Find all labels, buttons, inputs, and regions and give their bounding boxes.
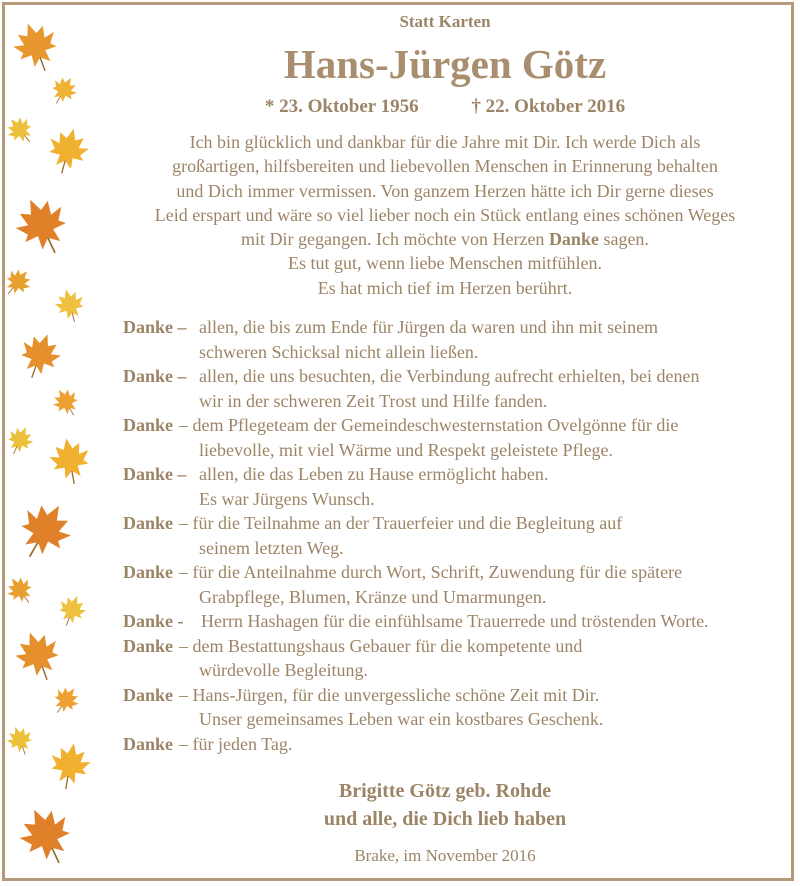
thanks-item [123,609,783,634]
thanks-text: – für jeden Tag. [179,733,293,754]
intro-line: und Dich immer vermissen. Von ganzem Herzen hätte ich Dir gerne dieses [176,180,714,201]
autumn-leaves-decoration [0,0,110,886]
leaf-icon [1,111,39,150]
death-date: † 22. Oktober 2016 [471,96,626,117]
leaf-icon [3,723,37,759]
thanks-item [123,315,783,364]
thanks-text: Es war Jürgens Wunsch. [199,488,375,509]
leaf-icon [7,16,65,78]
leaf-icon [48,384,85,422]
signature [105,777,785,833]
birth-date: * 23. Oktober 1956 [264,96,419,117]
deceased-name: Hans-Jürgen Götz [283,41,607,87]
thanks-list [123,315,783,756]
thanks-text: allen, die bis zum Ende für Jürgen da waren und ihn mit seinem [199,317,659,337]
thanks-label: Danke [123,415,174,435]
thanks-item [123,364,783,413]
leaf-icon [46,740,93,792]
thanks-text: würdevolle Begleitung. [199,660,368,680]
thanks-text: Herrn Hashagen für die einfühlsame Trauerrede und tröstenden Worte. [201,611,709,631]
thanks-text: – dem Pflegeteam der Gemeindeschwesternstation Ovelgönne für die [179,415,679,435]
leaf-icon [43,124,93,179]
intro-line: großartigen, hilfsbereiten und liebevollen Menschen in Erinnerung behalten [172,156,718,177]
thanks-text: Unser gemeinsames Leben war ein kostbares Geschenk. [199,709,604,729]
leaf-icon [52,286,89,326]
thanks-text: – für die Teilnahme an der Trauerfeier und die Begleitung auf [179,513,623,533]
place-date: Brake, im November 2016 [354,846,536,865]
leaf-icon [2,571,40,610]
thanks-item [123,413,783,462]
intro-line [105,227,785,251]
leaf-icon [2,422,37,459]
thanks-text: Grabpflege, Blumen, Kränze und Umarmungen. [199,586,547,607]
thanks-item [123,560,783,609]
thanks-text: – für die Anteilnahme durch Wort, Schrift, Zuwendung für die spätere [179,562,683,582]
thanks-label: Danke [123,513,174,533]
thanks-text: seinem letzten Weg. [199,537,344,558]
leaf-icon [9,625,67,687]
thanks-label: Danke [123,562,174,582]
leaf-icon [13,328,66,385]
thanks-text: allen, die das Leben zu Hause ermöglicht haben. [199,464,549,484]
thanks-text: allen, die uns besuchten, die Verbindung aufrecht erhielten, bei denen [199,366,700,386]
thanks-label: Danke – [123,317,187,337]
thanks-text: – Hans-Jürgen, für die unvergessliche schöne Zeit mit Dir. [179,684,600,705]
thanks-label: Danke – [123,464,187,484]
thanks-label: Danke – [123,366,187,386]
thanks-item [123,683,783,732]
intro-line-part: sagen. [603,229,649,250]
intro-line: Ich bin glücklich und dankbar für die Jahre mit Dir. Ich werde Dich als [189,132,701,152]
signature-family: und alle, die Dich lieb haben [323,808,567,830]
leaf-icon [45,72,82,110]
life-dates [105,96,785,118]
thanks-label: Danke [123,635,174,656]
thanks-item [123,732,783,757]
intro-danke-bold: Danke [548,229,599,250]
thanks-item [123,462,783,511]
thanks-item [123,511,783,560]
leaf-icon [11,799,82,874]
thanks-label: Danke - [123,611,184,631]
thanks-text: wir in der schweren Zeit Trost und Hilfe fanden. [199,390,548,411]
thanks-label: Danke [123,684,174,705]
thanks-text: – dem Bestattungshaus Gebauer für die kompetente und [179,635,583,656]
leaf-icon [54,591,90,630]
intro-line: Es hat mich tief im Herzen berührt. [317,277,573,298]
intro-line: Es tut gut, wenn liebe Menschen mitfühlen. [288,253,602,274]
signature-name: Brigitte Götz geb. Rohde [338,780,552,802]
leaf-icon [0,263,37,302]
intro-line: Leid erspart und wäre so viel lieber noch ein Stück entlang eines schönen Weges [154,204,736,225]
intro-line-part: mit Dir gegangen. Ich möchte von Herzen [241,229,545,250]
leaf-icon [7,189,78,264]
thanks-label: Danke [123,733,174,754]
leaf-icon [47,435,94,487]
header-statt-karten: Statt Karten [399,12,491,31]
leaf-icon [47,681,85,720]
leaf-icon [8,493,81,569]
thanks-item [123,634,783,683]
intro-text [105,130,785,300]
thanks-text: schweren Schicksal nicht allein ließen. [199,341,479,362]
thanks-text: liebevolle, mit viel Wärme und Respekt geleistete Pflege. [199,439,614,460]
